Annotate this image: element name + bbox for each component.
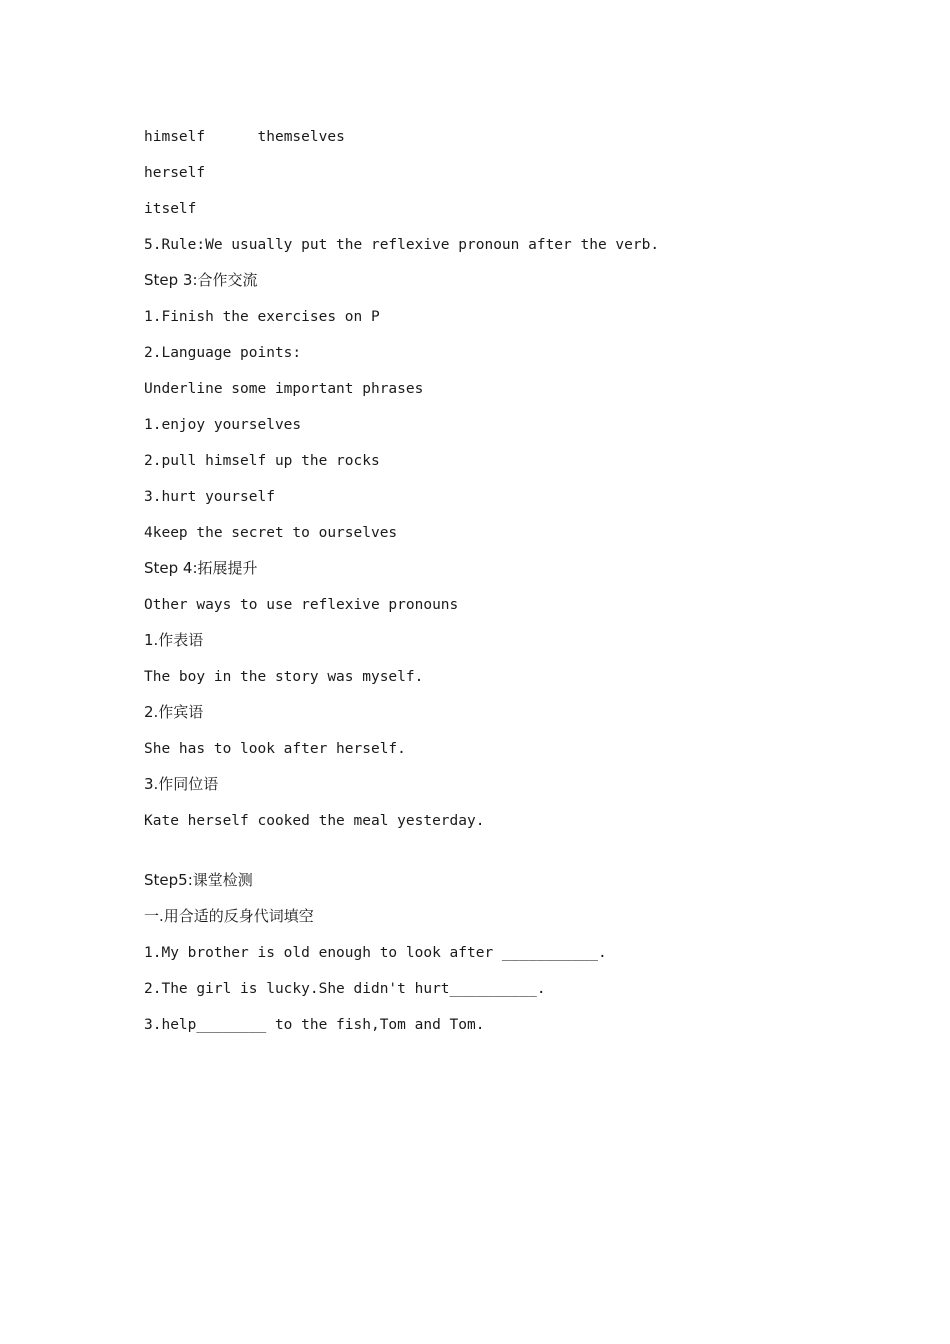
pronoun-itself: itself bbox=[144, 201, 197, 217]
phrase-4: 4keep the secret to ourselves bbox=[144, 525, 398, 541]
underline-instruction: Underline some important phrases bbox=[144, 381, 424, 397]
question-3: 3.help________ to the fish,Tom and Tom. bbox=[144, 1017, 485, 1033]
step3-item-2: 2.Language points: bbox=[144, 345, 302, 361]
step5-heading: Step5:课堂检测 bbox=[144, 871, 253, 889]
phrase-1: 1.enjoy yourselves bbox=[144, 417, 302, 433]
question-1: 1.My brother is old enough to look after ___________. bbox=[144, 945, 607, 961]
phrase-2: 2.pull himself up the rocks bbox=[144, 453, 380, 469]
step3-heading: Step 3:合作交流 bbox=[144, 271, 258, 289]
question-2: 2.The girl is lucky.She didn't hurt__________. bbox=[144, 981, 546, 997]
pronoun-himself: himself bbox=[144, 129, 206, 145]
use-example-3: Kate herself cooked the meal yesterday. bbox=[144, 813, 485, 829]
use-label-3: 3.作同位语 bbox=[144, 775, 219, 793]
step5-section-title: 一.用合适的反身代词填空 bbox=[144, 907, 314, 925]
use-label-2: 2.作宾语 bbox=[144, 703, 204, 721]
use-label-1: 1.作表语 bbox=[144, 631, 204, 649]
pronoun-themselves: themselves bbox=[257, 129, 345, 145]
use-example-2: She has to look after herself. bbox=[144, 741, 406, 757]
pronoun-row-1 bbox=[144, 127, 345, 147]
step4-intro: Other ways to use reflexive pronouns bbox=[144, 597, 459, 613]
phrase-3: 3.hurt yourself bbox=[144, 489, 275, 505]
rule-text: 5.Rule:We usually put the reflexive pronoun after the verb. bbox=[144, 237, 660, 253]
step4-heading: Step 4:拓展提升 bbox=[144, 559, 258, 577]
use-example-1: The boy in the story was myself. bbox=[144, 669, 424, 685]
step3-item-1: 1.Finish the exercises on P bbox=[144, 309, 380, 325]
pronoun-herself: herself bbox=[144, 165, 206, 181]
